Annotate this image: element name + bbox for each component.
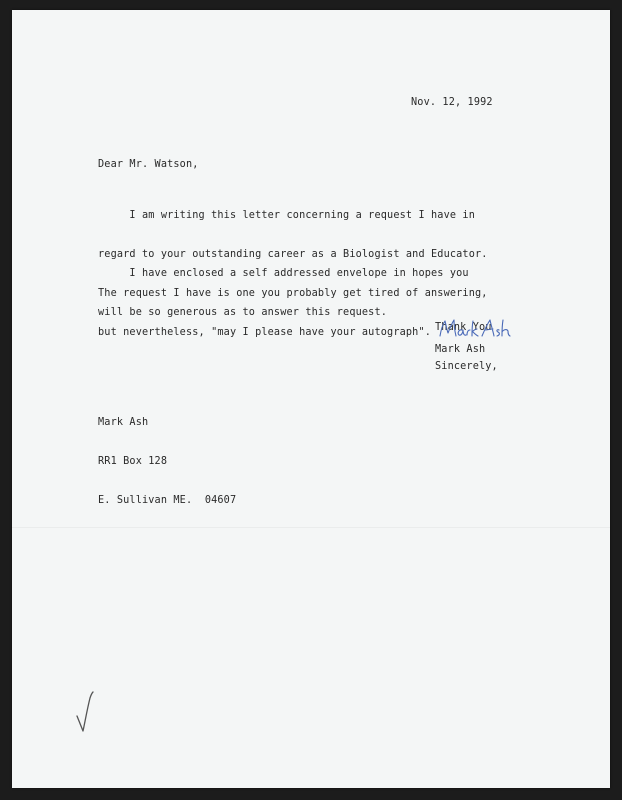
paragraph-2-line: will be so generous as to answer this request. — [98, 307, 388, 318]
checkmark-icon — [74, 690, 100, 734]
address-line: RR1 Box 128 — [98, 456, 168, 467]
paragraph-2-line: I have enclosed a self addressed envelope in hopes you — [98, 268, 469, 279]
address-line: Mark Ash — [98, 417, 149, 428]
letter-page — [12, 10, 610, 788]
paragraph-1-line: I am writing this letter concerning a request I have in — [98, 210, 476, 221]
letter-date: Nov. 12, 1992 — [411, 97, 493, 108]
paragraph-2 — [98, 241, 469, 345]
handwritten-signature — [432, 316, 522, 342]
salutation: Dear Mr. Watson, — [98, 159, 199, 170]
signer-name: Mark Ash — [435, 344, 486, 355]
paragraph-1-line: regard to your outstanding career as a Biologist and Educator. — [98, 249, 488, 260]
return-address — [98, 390, 236, 533]
paragraph-1-line: The request I have is one you probably get tired of answering, — [98, 288, 488, 299]
paragraph-1-line: but nevertheless, "may I please have your autograph". — [98, 327, 432, 338]
address-line: E. Sullivan ME. 04607 — [98, 495, 237, 506]
closing-line: Thank You — [435, 322, 492, 333]
closing-line: Sincerely, — [435, 361, 498, 372]
